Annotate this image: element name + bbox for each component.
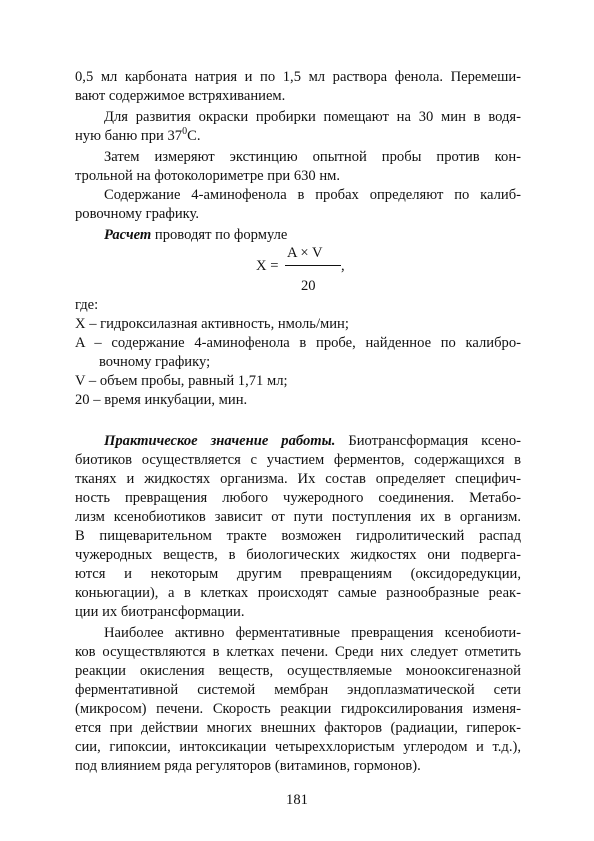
calc-line — [104, 226, 287, 245]
formula-lhs: X = — [256, 258, 279, 274]
definition-line: V – объем пробы, равный 1,71 мл; — [75, 373, 288, 389]
text-line: Содержание 4-аминофенола в пробах определяют по калиб- — [104, 187, 521, 203]
text-span: проводят по формуле — [151, 227, 288, 243]
text-line: под влиянием ряда регуляторов (витаминов, гормонов). — [75, 758, 421, 774]
text-line: ков осуществляются в клетках печени. Среди них следует отметить — [75, 644, 521, 660]
formula-fraction-bar — [285, 265, 341, 266]
text-line — [75, 127, 200, 146]
definition-line: вочному графику; — [99, 354, 211, 370]
text-line: ровочному графику. — [75, 206, 200, 222]
text-line: ются и некоторым другим превращениям (оксидоредукции, — [75, 566, 521, 582]
text-line: коньюгации), а в клетках происходят самые разнообразные реак- — [75, 585, 521, 601]
page-number: 181 — [286, 792, 308, 808]
formula-tail: , — [341, 258, 345, 274]
text-line: В пищеварительном тракте возможен гидролитический распад — [75, 528, 521, 544]
text-line: 0,5 мл карбоната натрия и по 1,5 мл раствора фенола. Перемеши- — [75, 69, 521, 85]
text-line: реакции окисления веществ, осуществляемые монооксигеназной — [75, 663, 521, 679]
superscript: 0 — [182, 126, 188, 138]
text-line: биотиков осуществляется с участием ферментов, содержащихся в — [75, 452, 521, 468]
text-line: сии, гипоксии, интоксикации четыреххлористым углеродом и т.д.), — [75, 739, 521, 755]
definition-line: A – содержание 4-аминофенола в пробе, найденное по калибро- — [75, 335, 521, 351]
text-line: (микросом) печени. Скорость реакции гидроксилирования изменя- — [75, 701, 521, 717]
section-heading: Практическое значение работы. — [104, 433, 336, 449]
formula-numerator: A × V — [287, 245, 323, 261]
text-line: Затем измеряют экстинцию опытной пробы против кон- — [104, 149, 521, 165]
text-line: тканях и жидкостях организма. Их состав определяет специфич- — [75, 471, 521, 487]
text-line: ферментативной системой мембран эндоплазматической сети — [75, 682, 521, 698]
text-line: трольной на фотоколориметре при 630 нм. — [75, 168, 341, 184]
text-span: ную баню при 37 — [75, 128, 183, 144]
text-line: ции их биотрансформации. — [75, 604, 245, 620]
calc-heading: Расчет — [104, 227, 152, 243]
where-label: где: — [75, 297, 99, 313]
text-span: С. — [187, 128, 201, 144]
definition-line: X – гидроксилазная активность, нмоль/мин; — [75, 316, 349, 332]
text-line: чужеродных веществ, в биологических жидкостях они подверга- — [75, 547, 521, 563]
text-line: вают содержимое встряхиванием. — [75, 88, 286, 104]
definition-line: 20 – время инкубации, мин. — [75, 392, 248, 408]
text-line: ность превращения любого чужеродного соединения. Метабо- — [75, 490, 521, 506]
text-line: лизм ксенобиотиков зависит от пути поступления их в организм. — [75, 509, 521, 525]
text-line — [104, 432, 521, 451]
text-span: Биотрансформация ксено- — [335, 433, 521, 449]
text-line: ется при действии многих внешних факторов (радиации, гиперок- — [75, 720, 521, 736]
text-line: Для развития окраски пробирки помещают на 30 мин в водя- — [104, 109, 521, 125]
text-line: Наиболее активно ферментативные превращения ксенобиоти- — [104, 625, 521, 641]
formula-denominator: 20 — [301, 278, 316, 294]
